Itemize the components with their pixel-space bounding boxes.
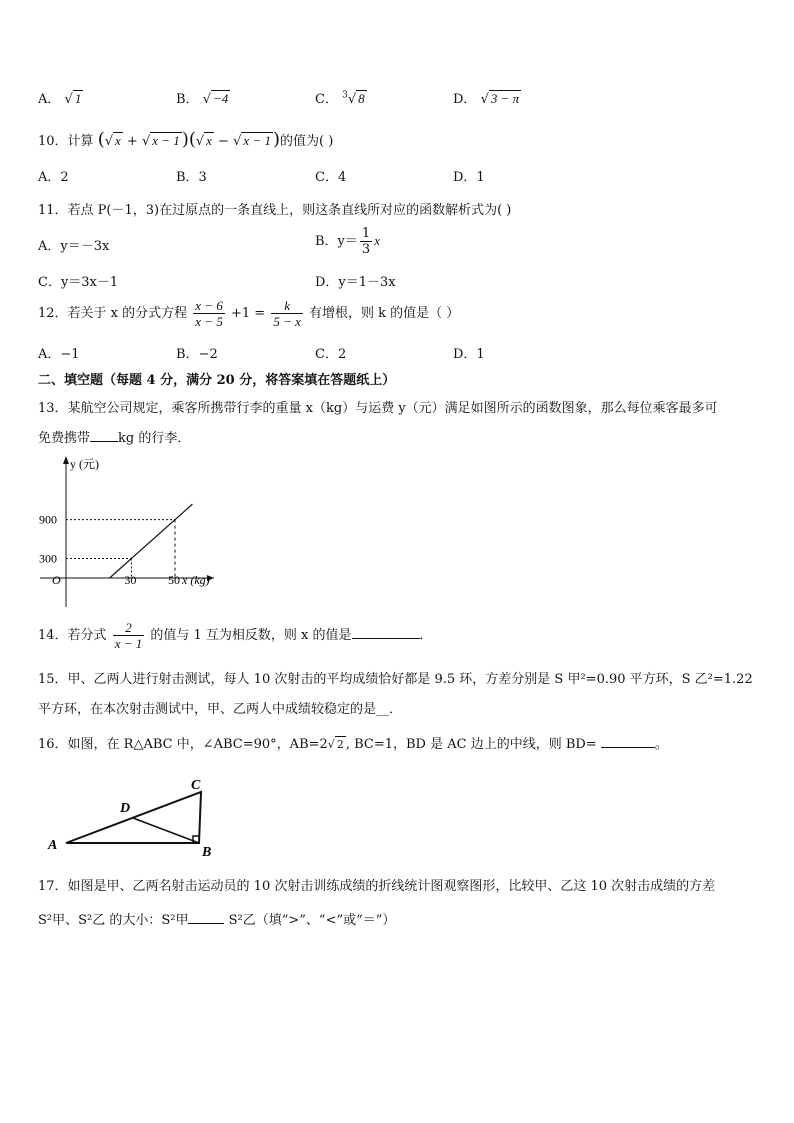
triangle-figure xyxy=(44,772,220,860)
q15-line1: 15．甲、乙两人进行射击测试，每人 10 次射击的平均成绩恰好都是 9.5 环，方差分别是 S 甲²=0.90 平方环，S 乙²=1.22 xyxy=(38,672,753,687)
section-heading: 二、填空题（每题 4 分，满分 20 分，将答案填在答题纸上） xyxy=(38,373,396,388)
function-line xyxy=(110,504,193,578)
y-tick-300: 300 xyxy=(39,551,57,566)
q17-line2: S²甲、S²乙 的大小：S²甲 S²乙（填“>”、“<”或“＝”） xyxy=(38,913,396,928)
median-bd xyxy=(133,818,199,843)
q12-stem: 12．若关于 x 的分式方程 $\frac{x - 6}{x - 5}$ +1 = $\frac{k}{5 - x}$ 有增根，则 k 的值是（ ） xyxy=(38,298,460,329)
q11-option-a: A．y＝－3x xyxy=(38,239,110,254)
vertex-c: C xyxy=(191,778,201,793)
y-axis-arrow-icon xyxy=(63,456,69,464)
q12-option-c: C．2 xyxy=(315,347,347,362)
q12-option-a: A．−1 xyxy=(38,347,80,362)
q17-line1: 17．如图是甲、乙两名射击运动员的 10 次射击训练成绩的折线统计图观察图形，比较甲、乙这 10 次射击成绩的方差 xyxy=(38,879,716,894)
q12-option-d: D．1 xyxy=(453,347,485,362)
answer-blank xyxy=(90,441,118,442)
y-tick-900: 900 xyxy=(39,512,57,527)
x-tick-30: 30 xyxy=(124,573,137,587)
vertex-a: A xyxy=(48,838,58,853)
answer-blank xyxy=(601,747,655,748)
q9-option-b: B． √ −4 xyxy=(176,91,229,107)
q10-option-a: A．2 xyxy=(38,170,69,185)
q13-line2: 免费携带 kg 的行李． xyxy=(38,431,191,446)
q10-stem: 10．计算 (√ x + √ x − 1 )(√ x − √ x − 1 )的值为( ) xyxy=(38,129,334,150)
answer-blank xyxy=(188,923,224,924)
point-d: D xyxy=(120,801,131,816)
y-axis-label: y (元) xyxy=(70,457,99,471)
q9-option-c: C． $^3$√ 8 xyxy=(315,90,365,107)
x-tick-50: 50 xyxy=(168,573,180,587)
q12-option-b: B．−2 xyxy=(176,347,218,362)
q11-option-d: D．y＝1－3x xyxy=(315,275,396,290)
q14-stem: 14．若分式 $\frac{2}{x - 1}$ 的值与 1 互为相反数，则 x 的值是 ． xyxy=(38,620,433,651)
sqrt-symbol: √ 1 xyxy=(64,91,82,107)
q11-stem: 11．若点 P(－1，3)在过原点的一条直线上，则这条直线所对应的函数解析式为( ) xyxy=(38,203,512,218)
origin-label: O xyxy=(52,573,61,587)
answer-blank xyxy=(352,638,420,639)
q15-line2: 平方环，在本次射击测试中，甲、乙两人中成绩较稳定的是__． xyxy=(38,702,403,717)
q10-option-c: C．4 xyxy=(315,170,347,185)
vertex-b: B xyxy=(202,845,212,860)
q10-option-b: B．3 xyxy=(176,170,207,185)
q10-option-d: D．1 xyxy=(453,170,485,185)
q13-line1: 13．某航空公司规定，乘客所携带行李的重量 x（kg）与运费 y（元）满足如图所示的函数图象，那么每位乘客最多可 xyxy=(38,401,718,416)
freight-chart xyxy=(36,452,216,610)
q9-option-d: D． √ 3 − π xyxy=(453,91,520,107)
q11-option-c: C．y＝3x－1 xyxy=(38,275,119,290)
q9-option-a: A． √ 1 xyxy=(38,91,82,107)
q16-stem: 16．如图，在 R△ABC 中，∠ABC=90°，AB=2√ 2 , BC=1，BD 是 AC 边上的中线，则 BD= 。 xyxy=(38,737,668,752)
q11-option-b: B．y＝ $\frac{1}{3}$ x xyxy=(315,226,380,257)
x-axis-label: x (kg) xyxy=(182,573,210,587)
